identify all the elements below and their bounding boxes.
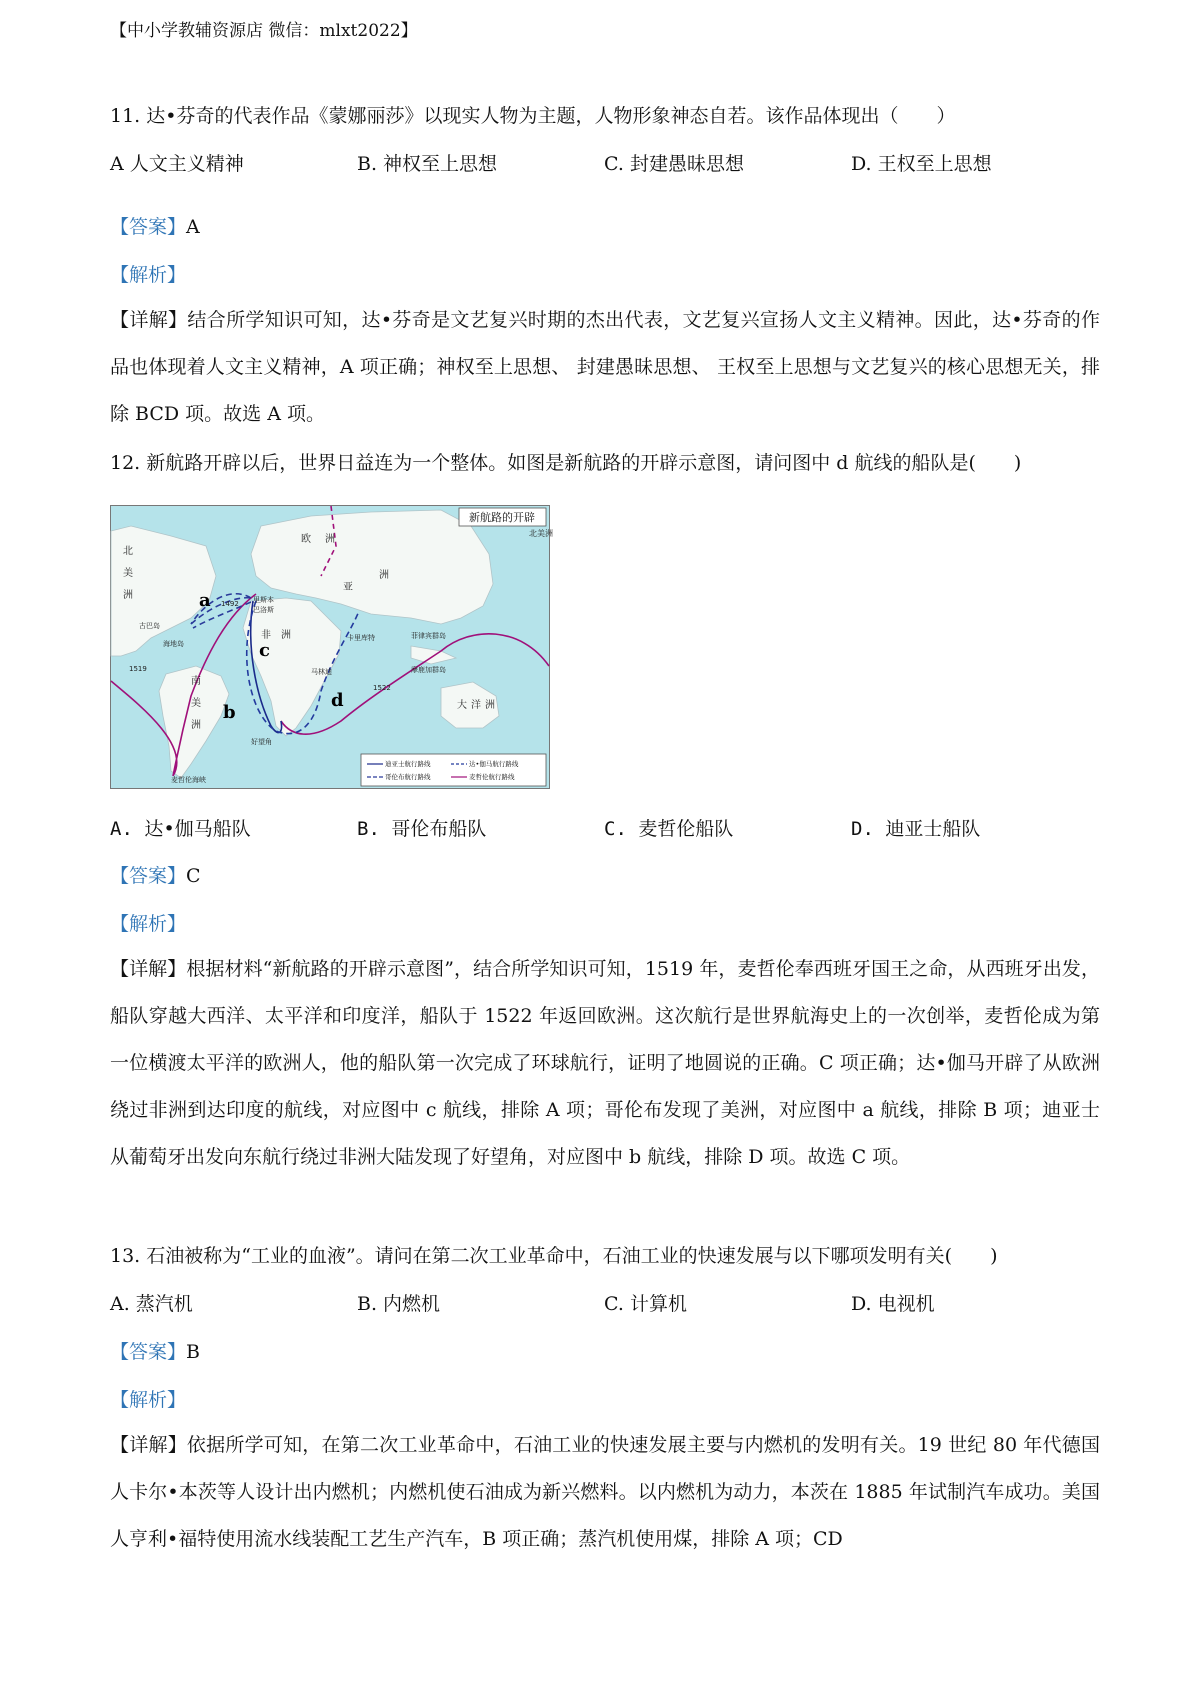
- route-letter-a: a: [199, 590, 211, 611]
- label-af-2: 洲: [281, 630, 291, 641]
- answer-value: A: [186, 216, 200, 238]
- label-eu-2: 洲: [325, 534, 335, 545]
- label-na-corner: 北美洲: [529, 529, 553, 538]
- label-as-2: 洲: [379, 570, 389, 581]
- label-na-1: 北: [123, 546, 133, 557]
- q12-answer: [110, 864, 201, 888]
- label-sa-2: 美: [191, 698, 201, 709]
- answer-tag: 【答案】: [110, 865, 187, 887]
- place-calicut: 卡里库特: [347, 634, 375, 642]
- label-eu-1: 欧: [301, 534, 311, 545]
- label-as-1: 亚: [343, 582, 353, 593]
- place-cuba: 古巴岛: [139, 622, 160, 630]
- label-af-1: 非: [261, 630, 271, 641]
- new-sea-routes-map: [110, 505, 553, 789]
- route-letter-b: b: [223, 702, 236, 723]
- page-header: 【中小学教辅资源店 微信：mlxt2022】: [110, 21, 418, 41]
- label-na-2: 美: [123, 568, 133, 579]
- place-haiti: 海地岛: [163, 640, 184, 648]
- route-letter-c: c: [259, 640, 270, 661]
- legend-columbus: 哥伦布航行路线: [385, 773, 431, 781]
- q12-option-d: D. 迪亚士船队: [851, 818, 981, 840]
- place-palos: 巴洛斯: [253, 606, 274, 614]
- q11-option-a: A 人文主义精神: [110, 153, 244, 175]
- place-malindi: 马林迪: [311, 668, 332, 676]
- place-cape: 好望角: [251, 738, 272, 746]
- q13-option-a: A. 蒸汽机: [110, 1293, 193, 1315]
- label-sa-3: 洲: [191, 720, 201, 731]
- q11-detail: 【详解】结合所学知识可知，达•芬奇是文艺复兴时期的杰出代表，文艺复兴宣扬人文主义精神。因此，达•芬奇的作品也体现着人文主义精神，A 项正确；神权至上思想、 封建愚昧思想、 王权至上思想与文艺复兴的核心思想无关，排除 BCD 项。故选 A 项。: [110, 309, 1100, 425]
- place-philippines: 菲律宾群岛: [411, 632, 446, 640]
- map-legend-box: [361, 754, 546, 786]
- q12-detail: 【详解】根据材料“新航路的开辟示意图”，结合所学知识可知，1519 年，麦哲伦奉西班牙国王之命，从西班牙出发，船队穿越大西洋、太平洋和印度洋，船队于 1522 年返回欧洲。这次航行是世界航海史上的一次创举，麦哲伦成为第一位横渡太平洋的欧洲人，他的船队第一次完成了环球航行，证明了地圆说的正确。C 项正确；达•伽马开辟了从欧洲绕过非洲到达印度的航线，对应图中 c 航线，排除 A 项；哥伦布发现了美洲，对应图中 a 航线，排除 B 项；迪亚士从葡萄牙出发向东航行绕过非洲大陆发现了好望角，对应图中 b 航线，排除 D 项。故选 C 项。: [110, 958, 1100, 1168]
- africa-shape: [243, 598, 341, 736]
- indonesia-shape: [411, 646, 456, 664]
- label-oc-3: 洲: [485, 700, 495, 711]
- q12-stem: 12. 新航路开辟以后，世界日益连为一个整体。如图是新航路的开辟示意图，请问图中 d 航线的船队是( ): [110, 452, 1022, 474]
- q11-analysis-tag: 【解析】: [110, 264, 187, 286]
- label-sa-1: 南: [191, 676, 201, 687]
- q11-option-b: B. 神权至上思想: [357, 153, 498, 175]
- legend-dias: 迪亚士航行路线: [385, 760, 431, 768]
- legend-magellan: 麦哲伦航行路线: [469, 773, 515, 781]
- answer-tag: 【答案】: [110, 216, 187, 238]
- answer-tag: 【答案】: [110, 1341, 187, 1363]
- year-1519: 1519: [129, 665, 147, 673]
- place-moluccas: 摩鹿加群岛: [411, 666, 446, 674]
- q13-option-d: D. 电视机: [851, 1293, 935, 1315]
- q13-answer: [110, 1340, 200, 1364]
- q11-answer: [110, 215, 200, 239]
- q13-option-c: C. 计算机: [604, 1293, 687, 1315]
- q11-option-d: D. 王权至上思想: [851, 153, 992, 175]
- label-na-3: 洲: [123, 590, 133, 601]
- q12-option-c: C. 麦哲伦船队: [604, 818, 734, 840]
- q13-stem: 13. 石油被称为“工业的血液”。请问在第二次工业革命中，石油工业的快速发展与以下哪项发明有关( ): [110, 1245, 998, 1267]
- q12-analysis-tag: 【解析】: [110, 913, 187, 935]
- route-letter-d: d: [331, 690, 344, 711]
- year-1522: 1522: [373, 684, 391, 692]
- q11-option-c: C. 封建愚昧思想: [604, 153, 744, 175]
- answer-value: B: [186, 1341, 200, 1363]
- legend-gama: 达•伽马航行路线: [469, 760, 519, 768]
- label-oc-1: 大: [457, 700, 467, 711]
- q11-stem: 11. 达•芬奇的代表作品《蒙娜丽莎》以现实人物为主题，人物形象神态自若。该作品体现出（ ）: [110, 105, 956, 127]
- map-title: 新航路的开辟: [469, 511, 535, 524]
- place-lisbon: 里斯本: [253, 596, 274, 604]
- q12-option-b: B. 哥伦布船队: [357, 818, 487, 840]
- label-oc-2: 洋: [471, 700, 481, 711]
- place-magellan-strait: 麦哲伦海峡: [171, 776, 206, 784]
- q13-detail: 【详解】依据所学可知，在第二次工业革命中，石油工业的快速发展主要与内燃机的发明有关。19 世纪 80 年代德国人卡尔•本茨等人设计出内燃机；内燃机使石油成为新兴燃料。以内燃机为动力，本茨在 1885 年试制汽车成功。美国人亨利•福特使用流水线装配工艺生产汽车，B 项正确；蒸汽机使用煤，排除 A 项；CD: [110, 1434, 1100, 1550]
- q13-analysis-tag: 【解析】: [110, 1389, 187, 1411]
- map-svg: [111, 506, 553, 788]
- answer-value: C: [186, 865, 201, 887]
- year-1492: 1492: [221, 600, 239, 608]
- q13-option-b: B. 内燃机: [357, 1293, 441, 1315]
- q12-option-a: A. 达•伽马船队: [110, 818, 251, 840]
